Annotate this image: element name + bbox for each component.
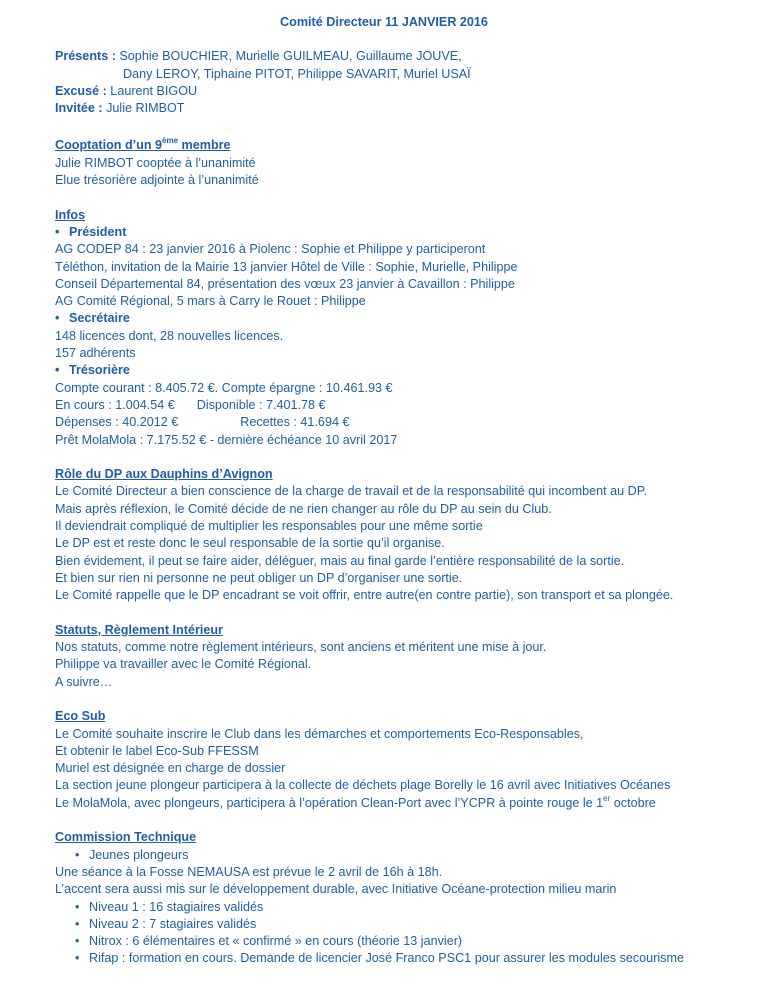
ecosub-heading: Eco Sub	[55, 709, 106, 724]
guest-label: Invitée :	[55, 101, 103, 116]
present-names-2: Dany LEROY, Tiphaine PITOT, Philippe SAVARIT, Muriel USAÏ	[123, 66, 471, 81]
treasury-income: Recettes : 41.694 €	[240, 415, 350, 430]
ecosub-line: Muriel est désignée en charge de dossier	[55, 761, 286, 776]
youth-label: • Jeunes plongeurs	[55, 847, 760, 864]
treasury-line	[55, 414, 760, 431]
cooptation-heading	[55, 137, 760, 154]
statutes-line: Philippe va travailler avec le Comité Régional.	[55, 657, 312, 672]
guest-line	[55, 100, 760, 117]
treasury-line: Compte courant : 8.405.72 €. Compte épargne : 10.461.93 €	[55, 380, 393, 395]
president-line: Conseil Départemental 84, présentation des vœux 23 janvier à Cavaillon : Philippe	[55, 276, 515, 291]
cooptation-heading-text: Cooptation d’un 9	[55, 138, 163, 153]
excused-value: Laurent BIGOU	[106, 83, 198, 98]
cooptation-line: Julie RIMBOT cooptée à l’unanimité	[55, 155, 256, 170]
president-line: Téléthon, invitation de la Mairie 13 janvier Hôtel de Ville : Sophie, Murielle, Philippe	[55, 259, 518, 274]
technical-heading: Commission Technique	[55, 830, 197, 845]
dp-role-line: Le Comité rappelle que le DP encadrant se voit offrir, entre autre(en contre partie), son transport et sa plongée.	[55, 588, 674, 603]
treasury-line: Prêt MolaMola : 7.175.52 € - dernière échéance 10 avril 2017	[55, 432, 398, 447]
ecosub-last-suffix: octobre	[610, 795, 656, 810]
treasury-pending: En cours : 1.004.54 €	[55, 397, 175, 412]
statutes-heading: Statuts, Règlement Intérieur	[55, 622, 223, 637]
ecosub-line: La section jeune plongeur participera à la collecte de déchets plage Borelly le 16 avril avec Initiatives Océanes	[55, 778, 671, 793]
treasury-label: • Trésorière	[55, 362, 760, 379]
dp-role-line: Le Comité Directeur a bien conscience de la charge de travail et de la responsabilité qui incombent au DP.	[55, 484, 648, 499]
ecosub-last-sup: er	[603, 793, 611, 803]
youth-line: Une séance à la Fosse NEMAUSA est prévue le 2 avril de 16h à 18h.	[55, 864, 443, 879]
dp-role-line: Mais après réflexion, le Comité décide de ne rien changer au rôle du DP au sein du Club.	[55, 501, 552, 516]
dp-role-line: Et bien sur rien ni personne ne peut obliger un DP d’organiser une sortie.	[55, 570, 463, 585]
technical-item: • Niveau 2 : 7 stagiaires validés	[55, 916, 760, 933]
excused-label: Excusé :	[55, 83, 107, 98]
ecosub-line: Le Comité souhaite inscrire le Club dans les démarches et comportements Eco-Responsables,	[55, 726, 584, 741]
present-line-1	[55, 48, 760, 65]
president-line: AG Comité Régional, 5 mars à Carry le Rouet : Philippe	[55, 294, 366, 309]
treasury-available: Disponible : 7.401.78 €	[196, 397, 326, 412]
secretary-label: • Secrétaire	[55, 310, 760, 327]
infos-heading: Infos	[55, 207, 86, 222]
ecosub-line	[55, 795, 760, 812]
president-line: AG CODEP 84 : 23 janvier 2016 à Piolenc : Sophie et Philippe y participeront	[55, 242, 486, 257]
dp-role-line: Le DP est et reste donc le seul responsable de la sortie qu’il organise.	[55, 536, 445, 551]
dp-role-line: Bien évidement, il peut se faire aider, déléguer, mais au final garde l’entière responsabilité de la sortie.	[55, 553, 625, 568]
technical-item: • Nitrox : 6 élémentaires et « confirmé » en cours (théorie 13 janvier)	[55, 933, 760, 950]
dp-role-heading: Rôle du DP aux Dauphins d’Avignon	[55, 467, 273, 482]
present-label: Présents :	[55, 49, 116, 64]
guest-value: Julie RIMBOT	[102, 101, 185, 116]
statutes-line: A suivre…	[55, 674, 113, 689]
technical-item: • Rifap : formation en cours. Demande de licencier José Franco PSC1 pour assurer les modules secourisme	[55, 950, 760, 967]
youth-line: L’accent sera aussi mis sur le développement durable, avec Initiative Océane-protection milieu marin	[55, 882, 617, 897]
dp-role-line: Il deviendrait compliqué de multiplier les responsables pour une même sortie	[55, 519, 483, 534]
ecosub-line: Et obtenir le label Eco-Sub FFESSM	[55, 743, 259, 758]
present-names-1: Sophie BOUCHIER, Murielle GUILMEAU, Guillaume JOUVE,	[115, 49, 462, 64]
secretary-line: 157 adhérents	[55, 346, 136, 361]
cooptation-heading-sup: ème	[162, 136, 179, 146]
treasury-line	[55, 397, 760, 414]
president-label: • Président	[55, 224, 760, 241]
cooptation-heading-suffix: membre	[178, 138, 231, 153]
secretary-line: 148 licences dont, 28 nouvelles licences.	[55, 328, 284, 343]
document-title: Comité Directeur 11 JANVIER 2016	[280, 15, 488, 29]
statutes-line: Nos statuts, comme notre règlement intérieurs, sont anciens et méritent une mise à jour.	[55, 640, 547, 655]
treasury-expenses: Dépenses : 40.2012 €	[55, 415, 179, 430]
ecosub-last-text: Le MolaMola, avec plongeurs, participera à l’opération Clean-Port avec l’YCPR à pointe rouge le 1	[55, 795, 604, 810]
technical-item: • Niveau 1 : 16 stagiaires validés	[55, 899, 760, 916]
cooptation-line: Elue trésorière adjointe à l’unanimité	[55, 173, 259, 188]
excused-line	[55, 83, 760, 100]
